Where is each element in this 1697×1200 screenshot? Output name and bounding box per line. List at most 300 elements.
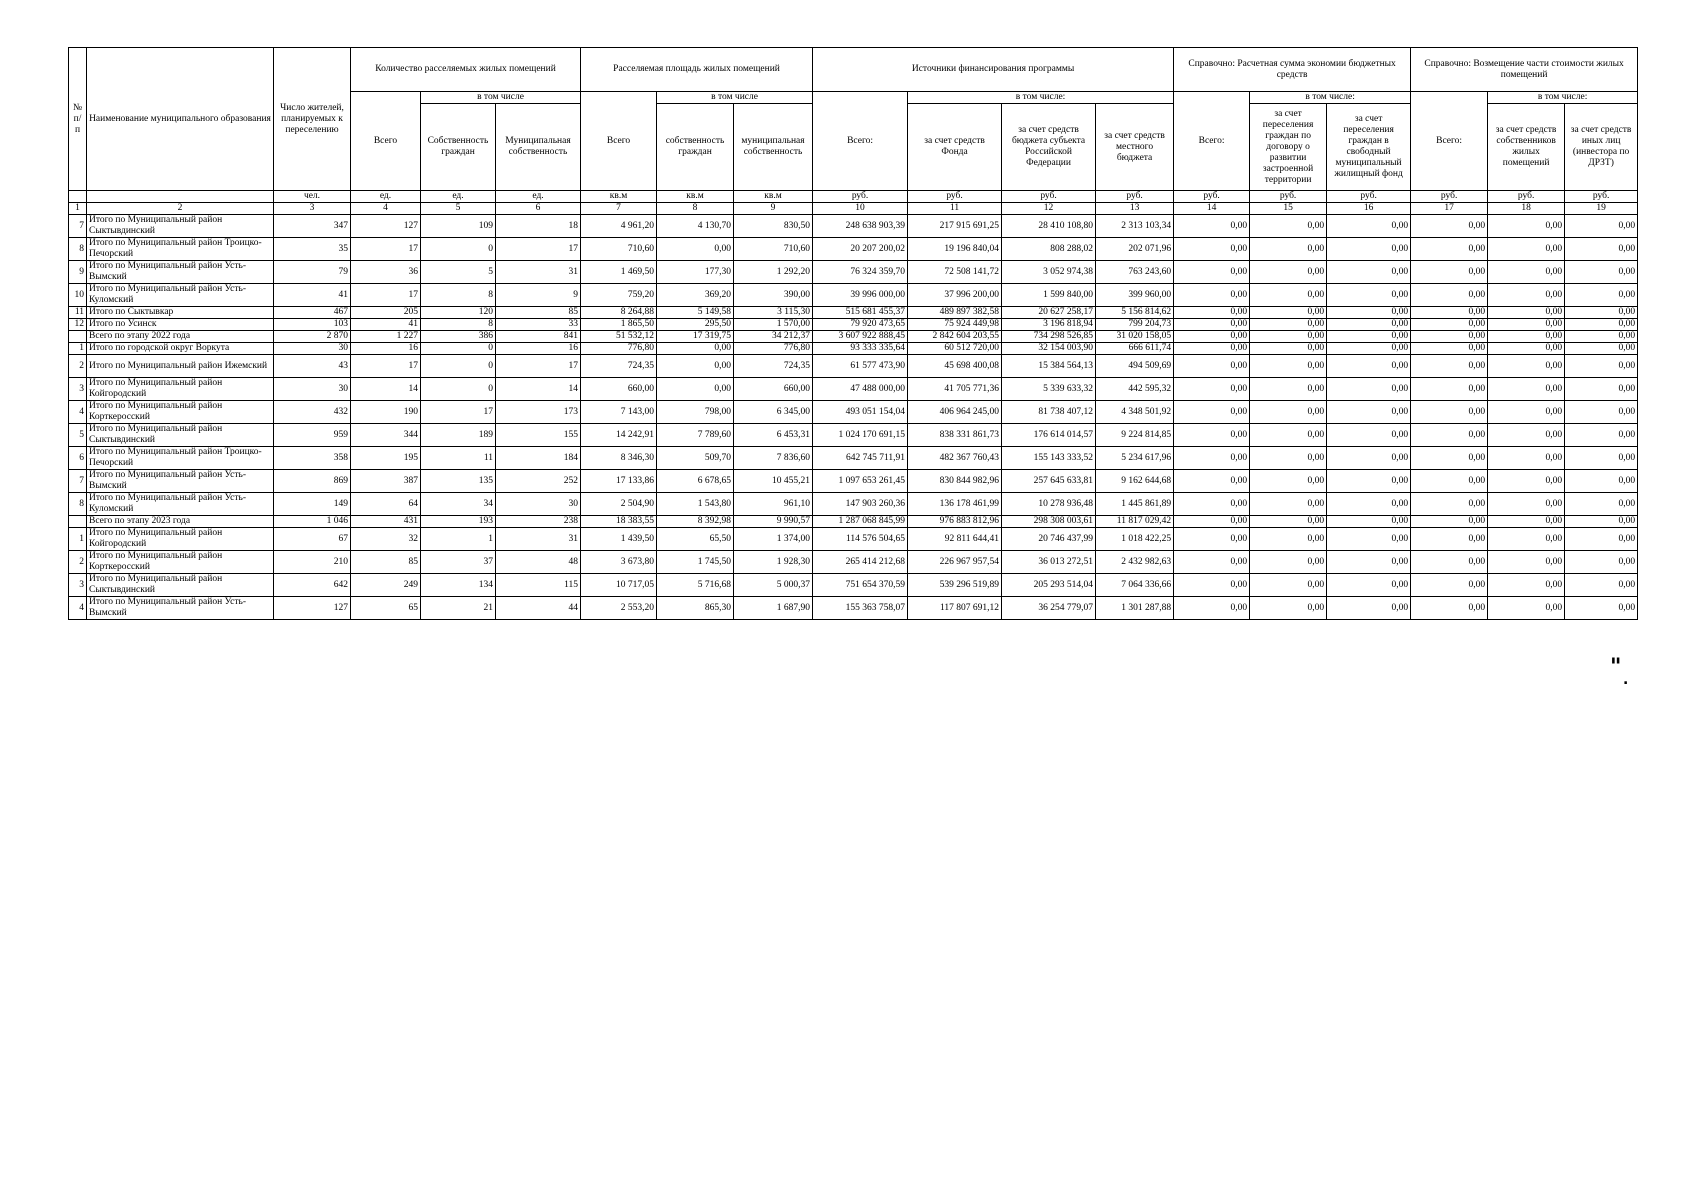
value-cell: 390,00	[734, 284, 813, 307]
value-cell: 734 298 526,85	[1002, 331, 1096, 343]
value-cell: 710,60	[581, 238, 657, 261]
value-cell: 431	[351, 516, 421, 528]
value-cell: 1 046	[274, 516, 351, 528]
row-index: 10	[69, 284, 87, 307]
col-header-rooms-total: Всего	[351, 92, 421, 191]
value-cell: 5	[421, 261, 496, 284]
value-cell: 65	[351, 597, 421, 620]
value-cell: 759,20	[581, 284, 657, 307]
value-cell: 347	[274, 215, 351, 238]
value-cell: 0,00	[1250, 343, 1327, 355]
value-cell: 0,00	[1488, 355, 1565, 378]
row-name: Итого по Муниципальный район Койгородский	[87, 528, 274, 551]
value-cell: 799 204,73	[1096, 319, 1174, 331]
units-cell: кв.м	[581, 191, 657, 203]
table-row	[69, 378, 1638, 401]
value-cell: 0,00	[1565, 378, 1638, 401]
group-header-funding: Источники финансирования программы	[813, 48, 1174, 92]
value-cell: 0,00	[1565, 574, 1638, 597]
units-cell: руб.	[1411, 191, 1488, 203]
value-cell: 838 331 861,73	[908, 424, 1002, 447]
value-cell: 5 156 814,62	[1096, 307, 1174, 319]
value-cell: 0,00	[657, 378, 734, 401]
value-cell: 0,00	[1174, 215, 1250, 238]
value-cell: 190	[351, 401, 421, 424]
value-cell: 0,00	[1327, 516, 1411, 528]
value-cell: 0,00	[1327, 597, 1411, 620]
value-cell: 217 915 691,25	[908, 215, 1002, 238]
group-header-area: Расселяемая площадь жилых помещений	[581, 48, 813, 92]
value-cell: 0,00	[1250, 516, 1327, 528]
row-name: Итого по Сыктывкар	[87, 307, 274, 319]
column-number-cell: 17	[1411, 203, 1488, 215]
column-number-cell: 9	[734, 203, 813, 215]
value-cell: 0,00	[1327, 355, 1411, 378]
column-number-cell: 7	[581, 203, 657, 215]
units-cell: руб.	[1327, 191, 1411, 203]
value-cell: 20 746 437,99	[1002, 528, 1096, 551]
row-name: Итого по Муниципальный район Усть-Куломский	[87, 284, 274, 307]
value-cell: 135	[421, 470, 496, 493]
value-cell: 8 346,30	[581, 447, 657, 470]
column-number-cell: 1	[69, 203, 87, 215]
units-cell-empty	[69, 191, 87, 203]
value-cell: 494 509,69	[1096, 355, 1174, 378]
units-cell: руб.	[1002, 191, 1096, 203]
row-index: 11	[69, 307, 87, 319]
value-cell: 0,00	[1327, 528, 1411, 551]
table-row	[69, 319, 1638, 331]
row-index: 7	[69, 470, 87, 493]
value-cell: 51 532,12	[581, 331, 657, 343]
table-row	[69, 597, 1638, 620]
value-cell: 85	[496, 307, 581, 319]
value-cell: 961,10	[734, 493, 813, 516]
value-cell: 2 504,90	[581, 493, 657, 516]
value-cell: 79 920 473,65	[813, 319, 908, 331]
row-name: Итого по Муниципальный район Корткеросский	[87, 401, 274, 424]
value-cell: 47 488 000,00	[813, 378, 908, 401]
value-cell: 0,00	[1327, 238, 1411, 261]
value-cell: 0,00	[1250, 261, 1327, 284]
value-cell: 0,00	[1174, 261, 1250, 284]
value-cell: 0,00	[1250, 355, 1327, 378]
value-cell: 0,00	[1411, 470, 1488, 493]
subheader-funding-incl: в том числе:	[908, 92, 1174, 104]
col-header-name: Наименование муниципального образования	[87, 48, 274, 191]
value-cell: 4 961,20	[581, 215, 657, 238]
value-cell: 0,00	[1174, 284, 1250, 307]
value-cell: 202 071,96	[1096, 238, 1174, 261]
value-cell: 830 844 982,96	[908, 470, 1002, 493]
value-cell: 5 234 617,96	[1096, 447, 1174, 470]
value-cell: 103	[274, 319, 351, 331]
value-cell: 515 681 455,37	[813, 307, 908, 319]
value-cell: 249	[351, 574, 421, 597]
group-header-savings: Справочно: Расчетная сумма экономии бюджетных средств	[1174, 48, 1411, 92]
col-header-compensation-total: Всего:	[1411, 92, 1488, 191]
value-cell: 14	[496, 378, 581, 401]
value-cell: 20 627 258,17	[1002, 307, 1096, 319]
col-header-area-total: Всего	[581, 92, 657, 191]
value-cell: 0,00	[1250, 238, 1327, 261]
value-cell: 6 453,31	[734, 424, 813, 447]
value-cell: 1 570,00	[734, 319, 813, 331]
value-cell: 41 705 771,36	[908, 378, 1002, 401]
column-number-cell: 4	[351, 203, 421, 215]
value-cell: 4 130,70	[657, 215, 734, 238]
value-cell: 75 924 449,98	[908, 319, 1002, 331]
value-cell: 1 287 068 845,99	[813, 516, 908, 528]
value-cell: 4 348 501,92	[1096, 401, 1174, 424]
value-cell: 0,00	[1327, 551, 1411, 574]
value-cell: 0,00	[1327, 284, 1411, 307]
value-cell: 0,00	[1411, 307, 1488, 319]
value-cell: 127	[274, 597, 351, 620]
row-index: 4	[69, 597, 87, 620]
value-cell: 9 990,57	[734, 516, 813, 528]
value-cell: 17 133,86	[581, 470, 657, 493]
value-cell: 0,00	[1565, 355, 1638, 378]
value-cell: 205 293 514,04	[1002, 574, 1096, 597]
value-cell: 1 439,50	[581, 528, 657, 551]
value-cell: 252	[496, 470, 581, 493]
value-cell: 0,00	[1174, 378, 1250, 401]
value-cell: 17	[496, 238, 581, 261]
column-number-cell: 6	[496, 203, 581, 215]
value-cell: 36 013 272,51	[1002, 551, 1096, 574]
value-cell: 808 288,02	[1002, 238, 1096, 261]
value-cell: 6 345,00	[734, 401, 813, 424]
value-cell: 0,00	[1411, 493, 1488, 516]
value-cell: 0,00	[1250, 447, 1327, 470]
value-cell: 0,00	[1488, 215, 1565, 238]
value-cell: 0,00	[1411, 528, 1488, 551]
value-cell: 0,00	[657, 238, 734, 261]
value-cell: 539 296 519,89	[908, 574, 1002, 597]
value-cell: 176 614 014,57	[1002, 424, 1096, 447]
value-cell: 17	[351, 238, 421, 261]
units-cell: кв.м	[734, 191, 813, 203]
value-cell: 1 097 653 261,45	[813, 470, 908, 493]
value-cell: 776,80	[734, 343, 813, 355]
value-cell: 1 599 840,00	[1002, 284, 1096, 307]
value-cell: 5 339 633,32	[1002, 378, 1096, 401]
value-cell: 155 363 758,07	[813, 597, 908, 620]
table-row	[69, 284, 1638, 307]
value-cell: 0,00	[1327, 447, 1411, 470]
row-name: Итого по Усинск	[87, 319, 274, 331]
column-number-cell: 3	[274, 203, 351, 215]
value-cell: 28 410 108,80	[1002, 215, 1096, 238]
row-name: Всего по этапу 2022 года	[87, 331, 274, 343]
value-cell: 5 000,37	[734, 574, 813, 597]
col-header-savings-total: Всего:	[1174, 92, 1250, 191]
value-cell: 642 745 711,91	[813, 447, 908, 470]
units-cell: руб.	[1096, 191, 1174, 203]
subheader-area-incl: в том числе	[657, 92, 813, 104]
value-cell: 0,00	[1565, 493, 1638, 516]
value-cell: 8 264,88	[581, 307, 657, 319]
value-cell: 120	[421, 307, 496, 319]
value-cell: 386	[421, 331, 496, 343]
units-row	[69, 191, 1638, 203]
value-cell: 189	[421, 424, 496, 447]
value-cell: 7 064 336,66	[1096, 574, 1174, 597]
value-cell: 798,00	[657, 401, 734, 424]
value-cell: 298 308 003,61	[1002, 516, 1096, 528]
value-cell: 155	[496, 424, 581, 447]
value-cell: 115	[496, 574, 581, 597]
value-cell: 830,50	[734, 215, 813, 238]
row-index	[69, 516, 87, 528]
value-cell: 0,00	[1174, 355, 1250, 378]
table-row	[69, 528, 1638, 551]
value-cell: 1 374,00	[734, 528, 813, 551]
value-cell: 406 964 245,00	[908, 401, 1002, 424]
row-index: 5	[69, 424, 87, 447]
row-index: 2	[69, 355, 87, 378]
table-row	[69, 307, 1638, 319]
row-index: 1	[69, 343, 87, 355]
value-cell: 642	[274, 574, 351, 597]
row-name: Итого по Муниципальный район Сыктывдинский	[87, 574, 274, 597]
row-index: 1	[69, 528, 87, 551]
value-cell: 127	[351, 215, 421, 238]
row-name: Итого по Муниципальный район Усть-Вымский	[87, 470, 274, 493]
value-cell: 0,00	[1411, 215, 1488, 238]
col-header-citizens-area: собственность граждан	[657, 104, 734, 191]
value-cell: 0,00	[1411, 447, 1488, 470]
value-cell: 16	[351, 343, 421, 355]
table-row	[69, 261, 1638, 284]
value-cell: 399 960,00	[1096, 284, 1174, 307]
value-cell: 17	[351, 284, 421, 307]
value-cell: 869	[274, 470, 351, 493]
col-header-no: № п/ п	[69, 48, 87, 191]
table-row	[69, 447, 1638, 470]
col-header-municipal-area: муниципальная собственность	[734, 104, 813, 191]
value-cell: 0,00	[1488, 574, 1565, 597]
value-cell: 0	[421, 238, 496, 261]
value-cell: 0,00	[1488, 528, 1565, 551]
value-cell: 0,00	[1411, 424, 1488, 447]
table-row	[69, 424, 1638, 447]
value-cell: 147 903 260,36	[813, 493, 908, 516]
value-cell: 0,00	[1250, 528, 1327, 551]
value-cell: 0,00	[1488, 447, 1565, 470]
value-cell: 43	[274, 355, 351, 378]
value-cell: 136 178 461,99	[908, 493, 1002, 516]
table-row	[69, 574, 1638, 597]
value-cell: 776,80	[581, 343, 657, 355]
value-cell: 2 432 982,63	[1096, 551, 1174, 574]
value-cell: 0,00	[1250, 401, 1327, 424]
value-cell: 0,00	[1565, 343, 1638, 355]
value-cell: 509,70	[657, 447, 734, 470]
units-cell-empty	[87, 191, 274, 203]
value-cell: 1 687,90	[734, 597, 813, 620]
value-cell: 0,00	[1327, 378, 1411, 401]
value-cell: 1 469,50	[581, 261, 657, 284]
value-cell: 0,00	[1250, 597, 1327, 620]
value-cell: 0,00	[1565, 331, 1638, 343]
value-cell: 7 836,60	[734, 447, 813, 470]
value-cell: 173	[496, 401, 581, 424]
value-cell: 432	[274, 401, 351, 424]
value-cell: 0,00	[1174, 424, 1250, 447]
value-cell: 0,00	[1488, 261, 1565, 284]
value-cell: 0,00	[1174, 574, 1250, 597]
col-header-citizens-property: Собственность граждан	[421, 104, 496, 191]
value-cell: 0,00	[1488, 284, 1565, 307]
value-cell: 0,00	[1411, 343, 1488, 355]
value-cell: 0,00	[1174, 597, 1250, 620]
units-cell: руб.	[1565, 191, 1638, 203]
value-cell: 1 865,50	[581, 319, 657, 331]
value-cell: 17	[496, 355, 581, 378]
value-cell: 0,00	[1488, 319, 1565, 331]
value-cell: 238	[496, 516, 581, 528]
value-cell: 0,00	[1411, 516, 1488, 528]
value-cell: 5 149,58	[657, 307, 734, 319]
value-cell: 724,35	[581, 355, 657, 378]
value-cell: 79	[274, 261, 351, 284]
value-cell: 0	[421, 355, 496, 378]
value-cell: 710,60	[734, 238, 813, 261]
column-number-cell: 2	[87, 203, 274, 215]
value-cell: 9	[496, 284, 581, 307]
value-cell: 85	[351, 551, 421, 574]
value-cell: 210	[274, 551, 351, 574]
value-cell: 660,00	[734, 378, 813, 401]
value-cell: 1 227	[351, 331, 421, 343]
value-cell: 0,00	[1488, 493, 1565, 516]
value-cell: 1 445 861,89	[1096, 493, 1174, 516]
value-cell: 0,00	[1565, 307, 1638, 319]
value-cell: 64	[351, 493, 421, 516]
value-cell: 0,00	[1488, 551, 1565, 574]
group-header-compensation: Справочно: Возмещение части стоимости жилых помещений	[1411, 48, 1638, 92]
value-cell: 0,00	[1565, 401, 1638, 424]
value-cell: 184	[496, 447, 581, 470]
value-cell: 61 577 473,90	[813, 355, 908, 378]
value-cell: 0,00	[1327, 261, 1411, 284]
value-cell: 155 143 333,52	[1002, 447, 1096, 470]
table-row	[69, 343, 1638, 355]
value-cell: 65,50	[657, 528, 734, 551]
table-row	[69, 355, 1638, 378]
units-cell: руб.	[1488, 191, 1565, 203]
value-cell: 93 333 335,64	[813, 343, 908, 355]
col-header-subject-budget: за счет средств бюджета субъекта Российской Федерации	[1002, 104, 1096, 191]
value-cell: 0,00	[1565, 319, 1638, 331]
value-cell: 1	[421, 528, 496, 551]
row-name: Всего по этапу 2023 года	[87, 516, 274, 528]
value-cell: 369,20	[657, 284, 734, 307]
table-row	[69, 215, 1638, 238]
value-cell: 0,00	[1411, 261, 1488, 284]
value-cell: 0,00	[1250, 319, 1327, 331]
column-number-cell: 12	[1002, 203, 1096, 215]
value-cell: 0,00	[1250, 307, 1327, 319]
value-cell: 0,00	[1488, 307, 1565, 319]
value-cell: 36 254 779,07	[1002, 597, 1096, 620]
value-cell: 18	[496, 215, 581, 238]
row-index: 3	[69, 574, 87, 597]
units-cell: руб.	[1250, 191, 1327, 203]
value-cell: 0,00	[1174, 238, 1250, 261]
value-cell: 0,00	[1174, 343, 1250, 355]
value-cell: 248 638 903,39	[813, 215, 908, 238]
value-cell: 1 018 422,25	[1096, 528, 1174, 551]
row-name: Итого по городской округ Воркута	[87, 343, 274, 355]
units-cell: ед.	[351, 191, 421, 203]
value-cell: 149	[274, 493, 351, 516]
value-cell: 0,00	[1250, 551, 1327, 574]
column-number-cell: 13	[1096, 203, 1174, 215]
value-cell: 0,00	[1565, 516, 1638, 528]
value-cell: 14	[351, 378, 421, 401]
column-number-cell: 15	[1250, 203, 1327, 215]
column-number-cell: 16	[1327, 203, 1411, 215]
subheader-savings-incl: в том числе:	[1250, 92, 1411, 104]
value-cell: 1 301 287,88	[1096, 597, 1174, 620]
value-cell: 344	[351, 424, 421, 447]
value-cell: 0,00	[1488, 331, 1565, 343]
value-cell: 0,00	[1411, 551, 1488, 574]
value-cell: 45 698 400,08	[908, 355, 1002, 378]
value-cell: 0,00	[1250, 331, 1327, 343]
value-cell: 44	[496, 597, 581, 620]
row-index: 2	[69, 551, 87, 574]
value-cell: 493 051 154,04	[813, 401, 908, 424]
row-name: Итого по Муниципальный район Сыктывдинский	[87, 424, 274, 447]
value-cell: 0,00	[1250, 470, 1327, 493]
row-index	[69, 331, 87, 343]
row-name: Итого по Муниципальный район Усть-Вымский	[87, 597, 274, 620]
value-cell: 226 967 957,54	[908, 551, 1002, 574]
value-cell: 17	[351, 355, 421, 378]
value-cell: 60 512 720,00	[908, 343, 1002, 355]
value-cell: 0,00	[1327, 401, 1411, 424]
value-cell: 7 789,60	[657, 424, 734, 447]
value-cell: 3 196 818,94	[1002, 319, 1096, 331]
value-cell: 0,00	[1488, 516, 1565, 528]
value-cell: 35	[274, 238, 351, 261]
units-cell: ед.	[496, 191, 581, 203]
value-cell: 0	[421, 343, 496, 355]
units-cell: руб.	[813, 191, 908, 203]
value-cell: 7 143,00	[581, 401, 657, 424]
value-cell: 2 553,20	[581, 597, 657, 620]
value-cell: 295,50	[657, 319, 734, 331]
value-cell: 34 212,37	[734, 331, 813, 343]
row-index: 6	[69, 447, 87, 470]
value-cell: 3 673,80	[581, 551, 657, 574]
value-cell: 15 384 564,13	[1002, 355, 1096, 378]
value-cell: 0,00	[1565, 447, 1638, 470]
value-cell: 30	[274, 343, 351, 355]
value-cell: 11	[421, 447, 496, 470]
value-cell: 0,00	[1327, 307, 1411, 319]
value-cell: 0,00	[1250, 574, 1327, 597]
value-cell: 1 928,30	[734, 551, 813, 574]
value-cell: 1 292,20	[734, 261, 813, 284]
value-cell: 3 115,30	[734, 307, 813, 319]
column-number-cell: 14	[1174, 203, 1250, 215]
value-cell: 0,00	[1565, 284, 1638, 307]
